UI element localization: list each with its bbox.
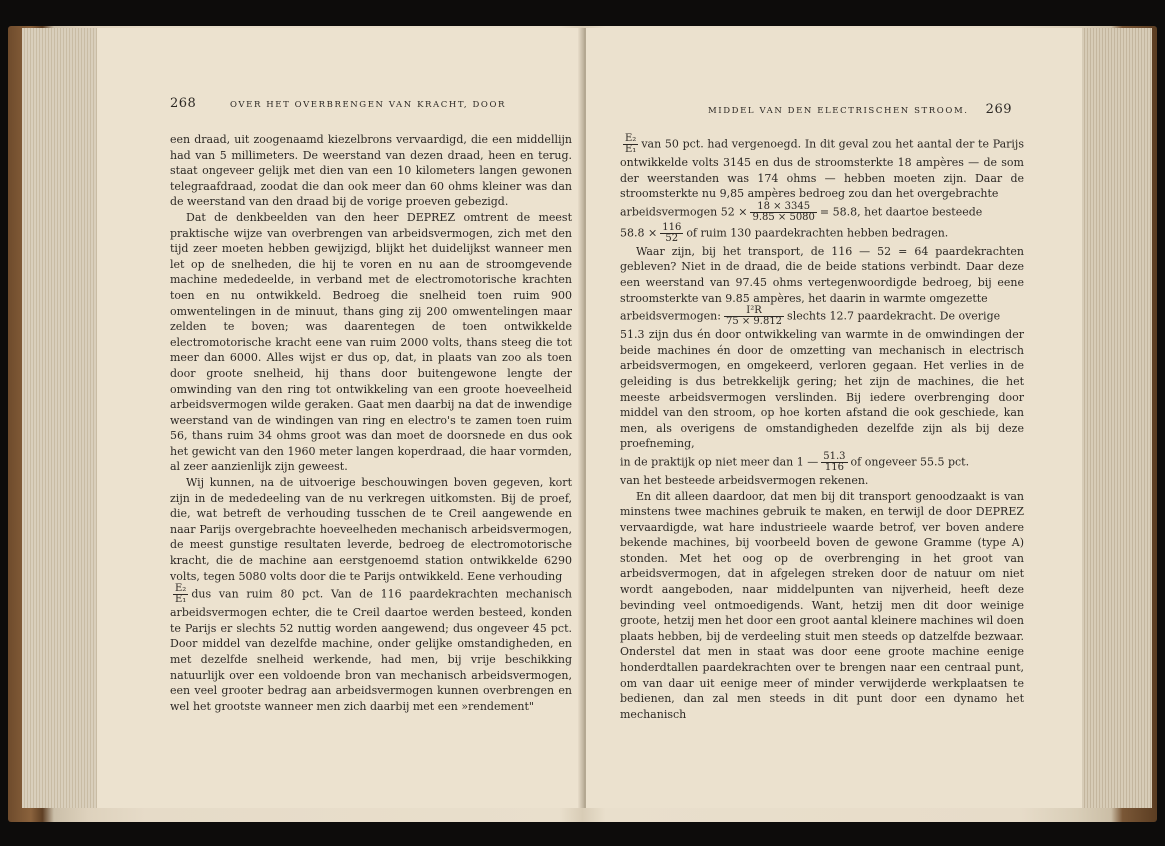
right-page-edges [1082, 28, 1152, 808]
ratio-fraction-right: $\frac{\text{E₂}}{\text{E₁}}$ [625, 133, 637, 155]
left-paragraph-3: Wij kunnen, na de uitvoerige beschouwingen boven gegeven, kort zijn in de mededeeling van de nu verkregen uitkomsten. Bij de proef, die, wat betreft de verhouding tusschen de te Creil aangewende en naar Parijs overgebrachte hoeveelheden mechanisch arbeidsvermogen, de meest gunstige resultaten leverde, bedroeg de electromotorische kracht, die de machine aan eerstgenoemd station ontwikkelde 6290 volts, tegen 5080 volts door die te Parijs ontwikkeld. Eene verhouding [170, 476, 572, 583]
formula-line-2: 58.8 × $\frac{116}{52}$ of ruim 130 paardekrachten hebben bedragen. [620, 221, 949, 244]
left-page-number: 268 [170, 96, 197, 111]
right-page-number: 269 [985, 102, 1012, 117]
left-paragraph-4: $\frac{\text{E₂}}{\text{E₁}}$ dus van ruim 80 pct. Van de 116 paardekrachten mechanisch arbeidsvermogen echter, die te Creil daartoe werden besteed, konden te Parijs er slechts 52 nuttig worden aangewend; dus ongeveer 45 pct. Door middel van dezelfde machine, onder gelijke omstandigheden, en met dezelfde snelheid werkende, had men, bij vrije beschikking natuurlijk over een voldoende bron van mechanisch arbeidsvermogen, een veel grooter bedrag aan arbeidsvermogen kunnen overbrengen en wel het grootste wanneer men zich daarbij met een »rendement" [170, 583, 572, 713]
formula-line-3: arbeidsvermogen: $\frac{\text{I²R}}{75 \times 9.812}$ slechts 12.7 paardekracht. De overige [620, 305, 1001, 328]
ratio-fraction: $\frac{\text{E₂}}{\text{E₁}}$ [175, 583, 187, 606]
right-paragraph-3: En dit alleen daardoor, dat men bij dit transport genoodzaakt is van minstens twee machines gebruik te maken, en terwijl de door DEPREZ vervaardigde, wat hare industrieele waarde betrof, ver boven andere bekende machines, bij voorbeeld boven de gewone Gramme (type A) stonden. Met het oog op de overbrenging in het groot van arbeidsvermogen, dat in afgelegen streken door de natuur om niet wordt aangeboden, naar middelpunten van nijverheid, heeft deze bevinding veel ontmoedigends. Want, hetzij men dit door weinige groote, hetzij men het door een groot aantal kleinere machines wil doen plaats hebben, bij de verdeeling stuit men steeds op datzelfde bezwaar. Onderstel dat men in staat was door eene groote machine eenige honderdtallen paardekrachten over te brengen naar een centraal punt, om van daar uit eenige meer of minder verwijderde werkplaatsen te bedienen, dan zal men steeds in dit punt door een dynamo het mechanisch [620, 489, 1024, 721]
right-paragraph-2: Waar zijn, bij het transport, de 116 — 52 = 64 paardekrachten gebleven? Niet in de draad, die de beide stations verbindt. Daar deze een weerstand van 97.45 ohms vertegenwoordigde bedroeg, bij eene stroomsterkte van 9.85 ampères, het daarin in warmte omgezette [620, 244, 1024, 305]
right-page [586, 28, 1082, 808]
left-page-edges [22, 28, 97, 808]
right-body-text [620, 134, 1024, 722]
left-body-text [170, 132, 572, 714]
right-running-head: MIDDEL VAN DEN ELECTRISCHEN STROOM. [708, 106, 969, 116]
left-page [97, 28, 583, 808]
right-paragraph-2-end: van het besteede arbeidsvermogen rekenen. [620, 473, 869, 487]
left-running-head: OVER HET OVERBRENGEN VAN KRACHT, DOOR [230, 100, 507, 110]
formula-line-1: arbeidsvermogen 52 × $\frac{18 \times 3345}{9.85 \times 5080}$ = 58.8, het daartoe besteede [620, 200, 983, 223]
left-paragraph-1: een draad, uit zoogenaamd kiezelbrons vervaardigd, die een middellijn had van 5 millimeters. De weerstand van dezen draad, heen en terug. staat ongeveer gelijk met dien van een 10 kilometers langen gewonen telegraafdraad, zoodat die dan ook meer dan 60 ohms kleiner was dan de weerstand van den draad bij de vorige proeven gebezigd. [170, 133, 572, 209]
right-paragraph-2-continued: 51.3 zijn dus én door ontwikkeling van warmte in de omwindingen der beide machines én door de omzetting van mechanisch in electrisch arbeidsvermogen, en omgekeerd, verloren gegaan. Het verlies in de geleiding is dus betrekkelijk gering; het zijn de machines, die het meeste arbeidsvermogen verslinden. Bij iedere overbrenging door middel van den stroom, op hoe korten afstand die ook geschiede, kan men, als overigens de omstandigheden dezelfde zijn als bij deze proefneming, [620, 328, 1024, 451]
right-paragraph-1: $\frac{\text{E₂}}{\text{E₁}}$ van 50 pct. had vergenoegd. In dit geval zou het aantal der te Parijs ontwikkelde volts 3145 en dus de stroomsterkte 18 ampères — de som der weerstanden was 174 ohms — hebben moeten zijn. Daar de stroomsterkte nu 9,85 ampères bedroeg zou dan het overgebrachte [620, 133, 1024, 201]
left-paragraph-2: Dat de denkbeelden van den heer DEPREZ omtrent de meest praktische wijze van overbrengen van arbeidsvermogen, zich met den tijd zeer moeten hebben gewijzigd, blijkt het duidelijkst wanneer men let op de snelheden, die hij te voren en nu aan de stroomgevende machine mededeelde, in verband met de electromotorische krachten toen en nu ontwikkeld. Bedroeg die snelheid toen ruim 900 omwentelingen in de minuut, thans ging zij 200 omwentelingen maar zelden te boven; was daarentegen de toen ontwikkelde electromotorische kracht eene van ruim 2000 volts, thans steeg die tot meer dan 6000. Alles wijst er dus op, dat, in plaats van zoo als toen door groote snelheid, hij thans door buitengewone lengte der omwinding van den ring tot ontwikkeling van een groote hoeveelheid arbeidsvermogen wilde geraken. Gaat men daarbij na dat de inwendige weerstand van de windingen van ring en electro's te zamen toen ruim 56, thans ruim 34 ohms groot was dan moet de doorsnede en dus ook het gewicht van den 1960 meter langen koperdraad, die haar vormden, al zeer aanzienlijk zijn geweest. [170, 210, 572, 474]
formula-line-4: in de praktijk op niet meer dan 1 — $\frac{51.3}{116}$ of ongeveer 55.5 pct. [620, 450, 970, 473]
